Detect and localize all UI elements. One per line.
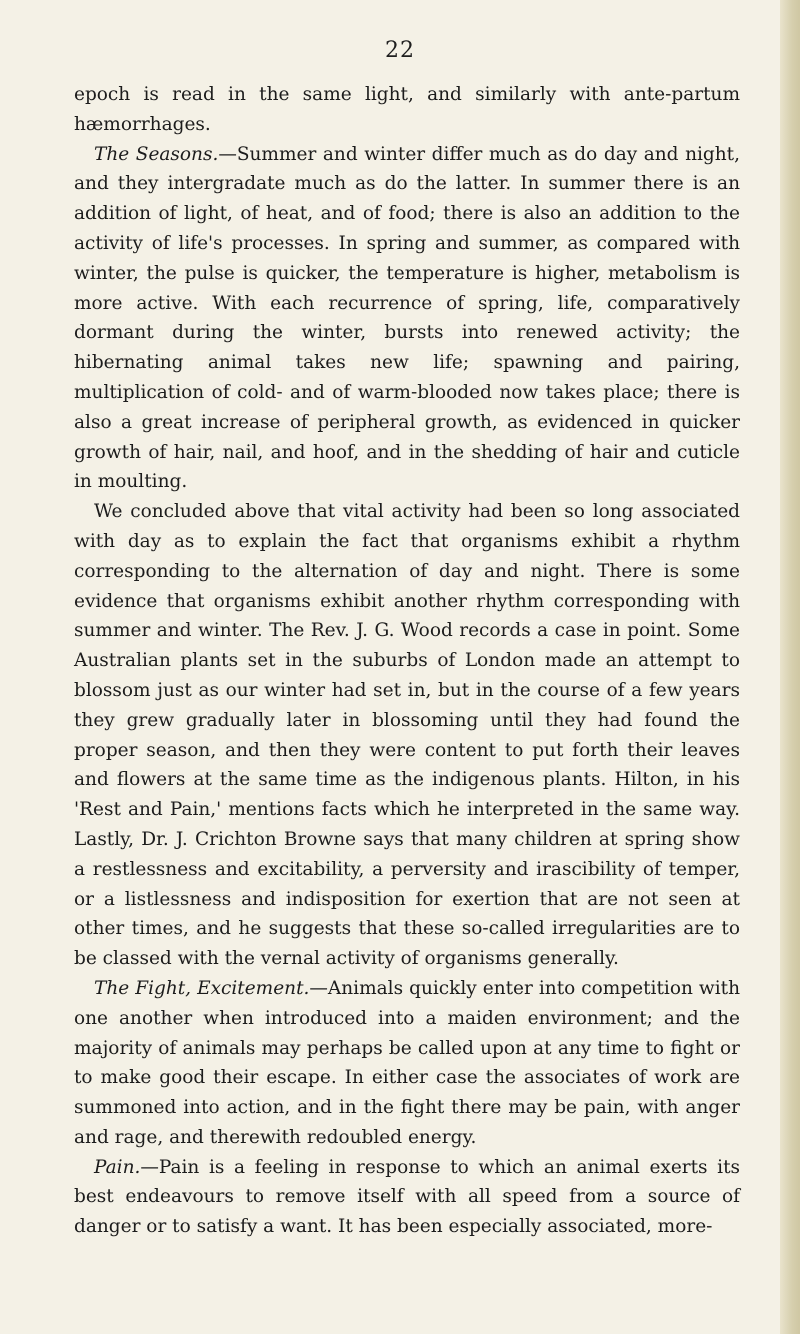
paragraph-rhythm xyxy=(74,497,740,974)
page-number: 22 xyxy=(385,38,415,63)
paragraph-continuation xyxy=(74,80,740,140)
body-text xyxy=(74,80,740,1242)
paragraph-pain xyxy=(74,1153,740,1242)
paragraph-fight xyxy=(74,974,740,1153)
section-heading-fight: The Fight, Excitement. xyxy=(94,977,310,999)
paragraph-body: We concluded above that vital activity had been so long associated with day as to explain the fact that organisms exhibit a rhythm corresponding to the alternation of day and night. There is some evidence that organisms exhibit another rhythm corresponding with summer and winter. The Rev. J. G. Wood records a case in point. Some Australian plants set in the suburbs of London made an attempt to blossom just as our winter had set in, but in the course of a few years they grew gradually later in blossoming until they had found the proper season, and then they were content to put forth their leaves and flowers at the same time as the indigenous plants. Hilton, in his 'Rest and Pain,' mentions facts which he interpreted in the same way. Lastly, Dr. J. Crichton Browne says that many children at spring show a restlessness and excitability, a perversity and irascibility of temper, or a listlessness and indisposition for exertion that are not seen at other times, and he suggests that these so-called irregularities are to be classed with the vernal activity of organisms generally. xyxy=(74,501,740,970)
page-edge-shadow xyxy=(780,0,800,1334)
section-heading-pain: Pain. xyxy=(94,1156,141,1178)
paragraph-body: —Pain is a feeling in response to which an animal exerts its best endeavours to remove itself with all speed from a source of danger or to satisfy a want. It has been especially associated, more- xyxy=(74,1156,740,1238)
paragraph-body: —Animals quickly enter into competition with one another when introduced into a maiden environment; and the majority of animals may perhaps be called upon at any time to fight or to make good their escape. In either case the associates of work are summoned into action, and in the fight there may be pain, with anger and rage, and therewith redoubled energy. xyxy=(74,977,741,1148)
paragraph-seasons xyxy=(74,140,740,498)
paragraph-body: epoch is read in the same light, and similarly with ante-partum hæmorrhages. xyxy=(74,84,740,135)
section-heading-seasons: The Seasons. xyxy=(94,143,219,165)
paragraph-body: —Summer and winter differ much as do day and night, and they intergradate much as do the latter. In summer there is an addition of light, of heat, and of food; there is also an addition to the activity of life's processes. In spring and summer, as compared with winter, the pulse is quicker, the temperature is higher, metabolism is more active. With each recurrence of spring, life, comparatively dormant during the winter, bursts into renewed activity; the hibernating animal takes new life; spawning and pairing, multiplication of cold- and of warm-blooded now takes place; there is also a great increase of peripheral growth, as evidenced in quicker growth of hair, nail, and hoof, and in the shedding of hair and cuticle in moulting. xyxy=(74,143,740,493)
